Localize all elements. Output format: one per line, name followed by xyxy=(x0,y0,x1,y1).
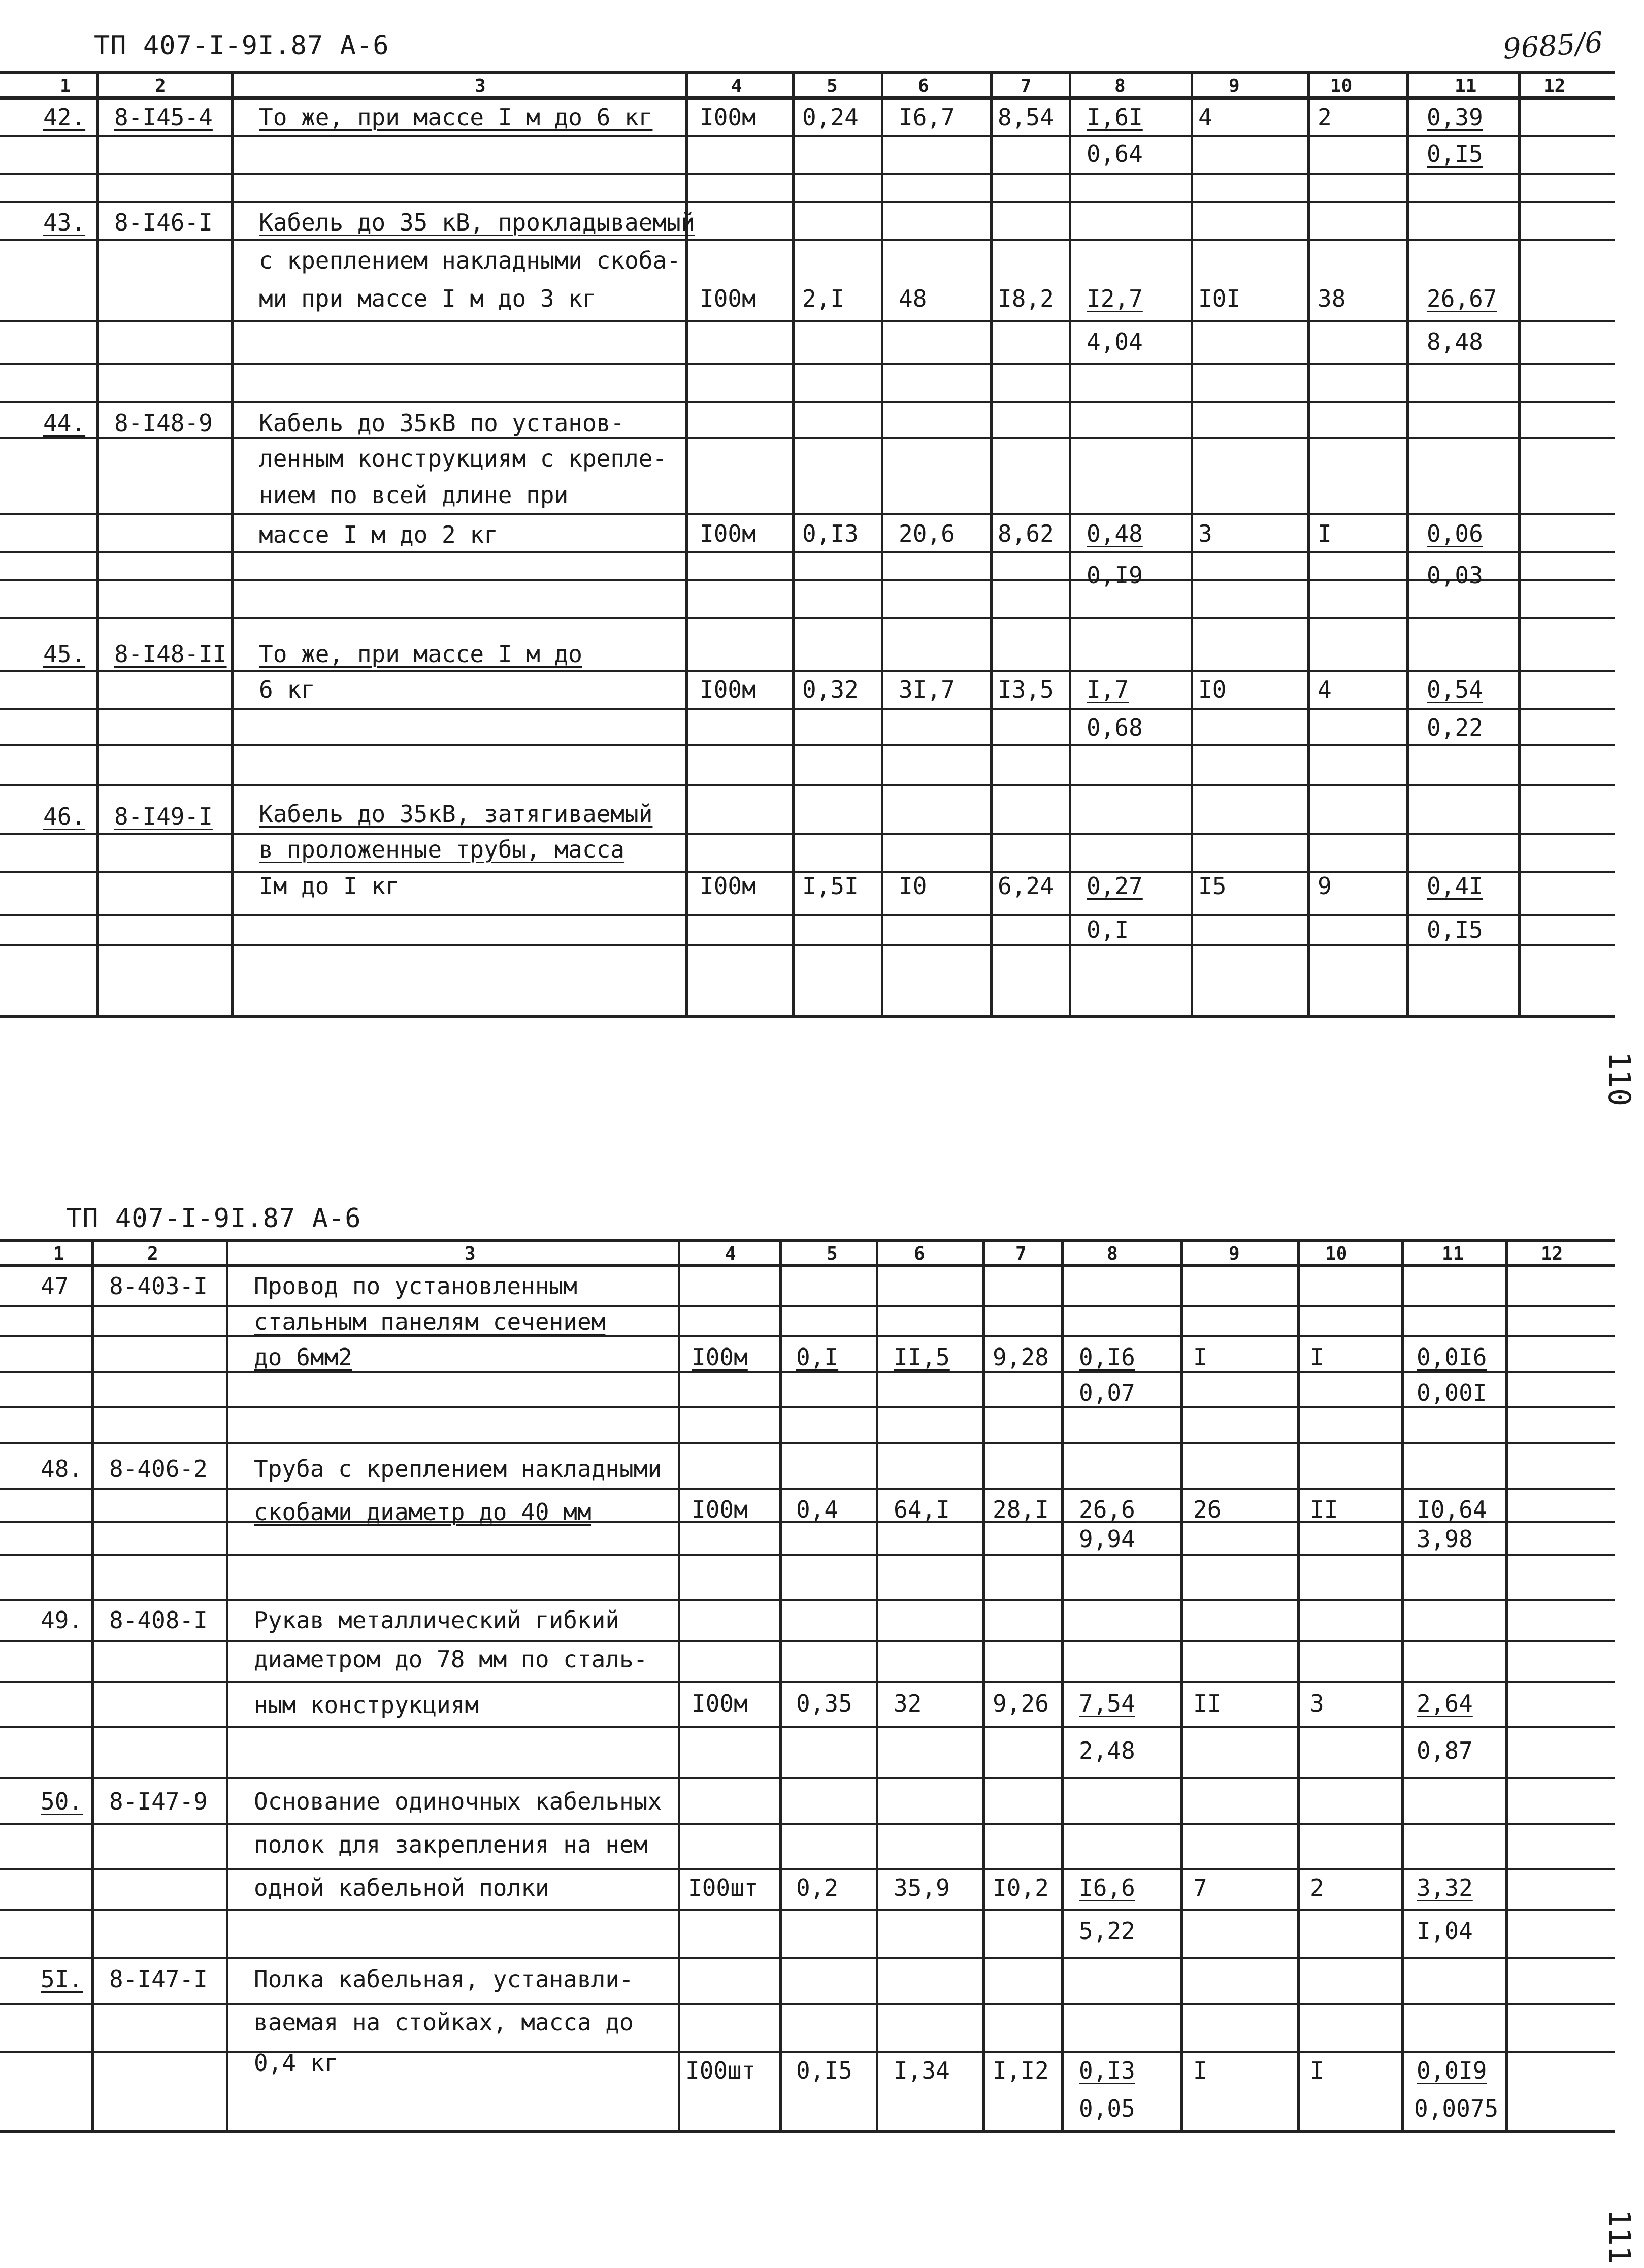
col9-value: II xyxy=(1193,1690,1222,1717)
col11-subvalue: 8,48 xyxy=(1427,328,1483,355)
column-divider xyxy=(876,1239,878,2130)
col9-value: I0 xyxy=(1198,676,1227,703)
work-description: Труба с креплением накладными xyxy=(254,1455,662,1483)
rule xyxy=(0,1335,1615,1337)
work-description: Провод по установленным xyxy=(254,1272,577,1300)
col7-value: 9,28 xyxy=(993,1343,1049,1371)
norm-code: 8-I46-I xyxy=(114,209,213,236)
col9-value: I5 xyxy=(1198,872,1227,900)
work-description: одной кабельной полки xyxy=(254,1874,549,1901)
column-divider xyxy=(1406,71,1409,1015)
col-header-12: 12 xyxy=(1541,1243,1563,1264)
rule xyxy=(0,135,1615,137)
row-number: 46. xyxy=(43,803,86,830)
col9-value: I0I xyxy=(1198,285,1241,312)
norm-code: 8-I48-9 xyxy=(114,409,213,437)
col10-value: II xyxy=(1310,1496,1338,1523)
unit: I00м xyxy=(700,104,756,131)
norm-code: 8-408-I xyxy=(109,1606,208,1634)
rule xyxy=(0,2130,1615,2133)
work-description: Рукав металлический гибкий xyxy=(254,1606,620,1634)
col8-subvalue: 0,68 xyxy=(1087,714,1143,741)
col11-value: 26,67 xyxy=(1427,285,1497,312)
rule xyxy=(0,914,1615,916)
work-description: Кабель до 35 кВ, прокладываемый xyxy=(259,209,695,236)
unit: I00шт xyxy=(688,1874,759,1901)
row-number: 44. xyxy=(43,409,86,437)
col11-value: 0,54 xyxy=(1427,676,1483,703)
unit: I00м xyxy=(692,1343,748,1371)
work-description: ваемая на стойках, масса до xyxy=(254,2009,634,2036)
col5-value: 0,32 xyxy=(802,676,859,703)
unit: I00м xyxy=(700,285,756,312)
col9-value: 4 xyxy=(1198,104,1212,131)
rule xyxy=(0,1406,1615,1408)
col6-value: 32 xyxy=(894,1690,922,1717)
work-description: стальным панелям сечением xyxy=(254,1308,606,1335)
work-description: 6 кг xyxy=(259,676,315,703)
work-description: скобами диаметр до 40 мм xyxy=(254,1498,591,1526)
col7-value: I,I2 xyxy=(993,2057,1049,2084)
col8-subvalue: 9,94 xyxy=(1079,1525,1135,1553)
column-divider xyxy=(96,71,99,1015)
rule xyxy=(0,513,1615,515)
col10-value: I xyxy=(1310,1343,1324,1371)
col8-subvalue: 0,I xyxy=(1087,916,1129,943)
unit: I00шт xyxy=(685,2057,756,2084)
unit: I00м xyxy=(692,1690,748,1717)
col5-value: 0,35 xyxy=(796,1690,852,1717)
column-divider xyxy=(1069,71,1071,1015)
rule xyxy=(0,1640,1615,1642)
col11-subvalue: 0,87 xyxy=(1417,1737,1473,1764)
work-description: нием по всей длине при xyxy=(259,481,569,509)
col8-value: 0,48 xyxy=(1087,520,1143,547)
col7-value: I8,2 xyxy=(998,285,1054,312)
col7-value: I3,5 xyxy=(998,676,1054,703)
unit: I00м xyxy=(700,676,756,703)
work-description: Кабель до 35кВ по установ- xyxy=(259,409,625,437)
col-header-5: 5 xyxy=(827,1243,838,1264)
rule xyxy=(0,1909,1615,1911)
norm-code: 8-403-I xyxy=(109,1272,208,1300)
col8-subvalue: 5,22 xyxy=(1079,1917,1135,1945)
col11-value: 3,32 xyxy=(1417,1874,1473,1901)
column-divider xyxy=(1297,1239,1300,2130)
handwritten-note: 9685/6 xyxy=(1501,26,1604,66)
norm-code: 8-I47-9 xyxy=(109,1788,208,1815)
col8-subvalue: 0,64 xyxy=(1087,140,1143,168)
col11-value: I0,64 xyxy=(1417,1496,1487,1523)
col-header-12: 12 xyxy=(1543,76,1566,96)
column-divider xyxy=(779,1239,782,2130)
col6-value: I,34 xyxy=(894,2057,950,2084)
col8-subvalue: 4,04 xyxy=(1087,328,1143,355)
col8-value: 26,6 xyxy=(1079,1496,1135,1523)
col5-value: 0,I3 xyxy=(802,520,859,547)
column-divider xyxy=(990,71,993,1015)
rule xyxy=(0,1554,1615,1556)
col6-value: 20,6 xyxy=(899,520,955,547)
col-header-1: 1 xyxy=(53,1243,64,1264)
rule xyxy=(0,239,1615,241)
row-number: 5I. xyxy=(41,1965,83,1993)
row-number: 49. xyxy=(41,1606,83,1634)
col8-value: I2,7 xyxy=(1087,285,1143,312)
col11-subvalue: 0,I5 xyxy=(1427,140,1483,168)
col10-value: I xyxy=(1310,2057,1324,2084)
rule xyxy=(0,71,1615,74)
rule xyxy=(0,2051,1615,2053)
rule xyxy=(0,320,1615,322)
rule xyxy=(0,2003,1615,2005)
column-divider xyxy=(91,1239,94,2130)
col7-value: 28,I xyxy=(993,1496,1049,1523)
rule xyxy=(0,201,1615,203)
column-divider xyxy=(792,71,795,1015)
col-header-11: 11 xyxy=(1455,76,1477,96)
col8-value: I6,6 xyxy=(1079,1874,1135,1901)
col-header-3: 3 xyxy=(475,76,486,96)
col11-subvalue: 0,I5 xyxy=(1427,916,1483,943)
col11-subvalue: 0,00I xyxy=(1417,1379,1487,1406)
col11-value: 0,4I xyxy=(1427,872,1483,900)
work-description: диаметром до 78 мм по сталь- xyxy=(254,1646,648,1673)
column-divider xyxy=(1505,1239,1508,2130)
column-divider xyxy=(226,1239,228,2130)
col6-value: 35,9 xyxy=(894,1874,950,1901)
col10-value: 38 xyxy=(1318,285,1346,312)
col-header-7: 7 xyxy=(1021,76,1032,96)
col-header-5: 5 xyxy=(827,76,838,96)
col7-value: I0,2 xyxy=(993,1874,1049,1901)
unit: I00м xyxy=(700,520,756,547)
col5-value: 0,2 xyxy=(796,1874,839,1901)
column-divider xyxy=(1180,1239,1183,2130)
col10-value: 2 xyxy=(1310,1874,1324,1901)
page-number-bottom: 111 xyxy=(1601,2209,1637,2264)
work-description: ным конструкциям xyxy=(254,1691,479,1719)
work-description: Кабель до 35кВ, затягиваемый xyxy=(259,800,653,828)
work-description: Основание одиночных кабельных xyxy=(254,1788,662,1815)
unit: I00м xyxy=(692,1496,748,1523)
doc-code-bottom: ТП 407-I-9I.87 А-6 xyxy=(66,1203,361,1234)
rule xyxy=(0,617,1615,619)
col8-value: 0,I3 xyxy=(1079,2057,1135,2084)
col11-subvalue: 0,03 xyxy=(1427,562,1483,589)
col8-subvalue: 0,05 xyxy=(1079,2095,1135,2122)
column-divider xyxy=(881,71,883,1015)
col10-value: I xyxy=(1318,520,1332,547)
rule xyxy=(0,1726,1615,1728)
column-divider xyxy=(1191,71,1193,1015)
rule xyxy=(0,401,1615,403)
rule xyxy=(0,1371,1615,1373)
row-number: 50. xyxy=(41,1788,83,1815)
col11-value: 0,39 xyxy=(1427,104,1483,131)
col9-value: I xyxy=(1193,1343,1207,1371)
col10-value: 3 xyxy=(1310,1690,1324,1717)
rule xyxy=(0,944,1615,946)
rule xyxy=(0,363,1615,365)
col9-value: 26 xyxy=(1193,1496,1222,1523)
col9-value: 7 xyxy=(1193,1874,1207,1901)
rule xyxy=(0,833,1615,835)
work-description: Iм до I кг xyxy=(259,872,400,900)
col-header-1: 1 xyxy=(60,76,71,96)
rule xyxy=(0,1015,1615,1018)
rule xyxy=(0,1264,1615,1267)
work-description: То же, при массе I м до xyxy=(259,640,582,668)
rule xyxy=(0,437,1615,439)
col6-value: II,5 xyxy=(894,1343,950,1371)
col11-subvalue: 0,22 xyxy=(1427,714,1483,741)
table-top xyxy=(0,71,1644,1026)
col11-value: 0,0I6 xyxy=(1417,1343,1487,1371)
col-header-3: 3 xyxy=(465,1243,476,1264)
col5-value: 0,4 xyxy=(796,1496,839,1523)
norm-code: 8-I45-4 xyxy=(114,104,213,131)
col-header-4: 4 xyxy=(725,1243,736,1264)
column-divider xyxy=(1061,1239,1064,2130)
rule xyxy=(0,744,1615,746)
col-header-4: 4 xyxy=(731,76,742,96)
rule xyxy=(0,579,1615,581)
rule xyxy=(0,173,1615,175)
col6-value: I0 xyxy=(899,872,927,900)
col11-subvalue: 3,98 xyxy=(1417,1525,1473,1553)
unit: I00м xyxy=(700,872,756,900)
work-description: 0,4 кг xyxy=(254,2049,339,2077)
col-header-6: 6 xyxy=(918,76,929,96)
row-number: 47 xyxy=(41,1272,69,1300)
work-description: массе I м до 2 кг xyxy=(259,521,498,548)
col8-value: I,6I xyxy=(1087,104,1143,131)
col6-value: 64,I xyxy=(894,1496,950,1523)
col8-subvalue: 0,07 xyxy=(1079,1379,1135,1406)
col8-value: 0,I6 xyxy=(1079,1343,1135,1371)
rule xyxy=(0,784,1615,786)
col5-value: 0,I xyxy=(796,1343,839,1371)
col10-value: 2 xyxy=(1318,104,1332,131)
col7-value: 8,62 xyxy=(998,520,1054,547)
rule xyxy=(0,670,1615,672)
col-header-8: 8 xyxy=(1114,76,1126,96)
col-header-11: 11 xyxy=(1442,1243,1464,1264)
work-description: до 6мм2 xyxy=(254,1343,352,1371)
norm-code: 8-I49-I xyxy=(114,803,213,830)
rule xyxy=(0,1488,1615,1490)
work-description: в проложенные трубы, масса xyxy=(259,836,625,863)
work-description: То же, при массе I м до 6 кг xyxy=(259,104,653,131)
work-description: ми при массе I м до 3 кг xyxy=(259,285,597,312)
work-description: полок для закрепления на нем xyxy=(254,1831,648,1858)
page-number-top: 110 xyxy=(1601,1051,1637,1107)
column-divider xyxy=(1401,1239,1404,2130)
work-description: Полка кабельная, устанавли- xyxy=(254,1965,634,1993)
rule xyxy=(0,96,1615,100)
norm-code: 8-I48-II xyxy=(114,640,227,668)
rule xyxy=(0,708,1615,710)
col7-value: 8,54 xyxy=(998,104,1054,131)
work-description: ленным конструкциям с крепле- xyxy=(259,445,667,472)
rule xyxy=(0,1239,1615,1242)
col11-value: 0,06 xyxy=(1427,520,1483,547)
norm-code: 8-I47-I xyxy=(109,1965,208,1993)
col11-subvalue: 0,0075 xyxy=(1414,2095,1499,2122)
col7-value: 6,24 xyxy=(998,872,1054,900)
doc-code-top: ТП 407-I-9I.87 А-6 xyxy=(94,30,389,61)
col9-value: I xyxy=(1193,2057,1207,2084)
col5-value: I,5I xyxy=(802,872,859,900)
col8-value: 7,54 xyxy=(1079,1690,1135,1717)
col7-value: 9,26 xyxy=(993,1690,1049,1717)
col5-value: 2,I xyxy=(802,285,845,312)
col6-value: 48 xyxy=(899,285,927,312)
col-header-2: 2 xyxy=(155,76,166,96)
row-number: 42. xyxy=(43,104,86,131)
rule xyxy=(0,1599,1615,1601)
col10-value: 9 xyxy=(1318,872,1332,900)
col-header-7: 7 xyxy=(1015,1243,1027,1264)
rule xyxy=(0,1957,1615,1959)
work-description: с креплением накладными скоба- xyxy=(259,247,681,274)
row-number: 45. xyxy=(43,640,86,668)
table-bottom xyxy=(0,1239,1644,2143)
col8-value: I,7 xyxy=(1087,676,1129,703)
rule xyxy=(0,1305,1615,1307)
row-number: 48. xyxy=(41,1455,83,1483)
col5-value: 0,24 xyxy=(802,104,859,131)
col11-value: 2,64 xyxy=(1417,1690,1473,1717)
col6-value: I6,7 xyxy=(899,104,955,131)
col8-subvalue: 0,I9 xyxy=(1087,562,1143,589)
column-divider xyxy=(1518,71,1521,1015)
col-header-6: 6 xyxy=(914,1243,925,1264)
col8-subvalue: 2,48 xyxy=(1079,1737,1135,1764)
col-header-9: 9 xyxy=(1229,76,1240,96)
col-header-9: 9 xyxy=(1229,1243,1240,1264)
col5-value: 0,I5 xyxy=(796,2057,852,2084)
col-header-8: 8 xyxy=(1107,1243,1118,1264)
col6-value: 3I,7 xyxy=(899,676,955,703)
col-header-2: 2 xyxy=(147,1243,158,1264)
col-header-10: 10 xyxy=(1330,76,1353,96)
column-divider xyxy=(982,1239,985,2130)
column-divider xyxy=(678,1239,680,2130)
rule xyxy=(0,1442,1615,1444)
col9-value: 3 xyxy=(1198,520,1212,547)
rule xyxy=(0,1868,1615,1870)
col-header-10: 10 xyxy=(1325,1243,1347,1264)
col11-subvalue: I,04 xyxy=(1417,1917,1473,1945)
rule xyxy=(0,1823,1615,1825)
column-divider xyxy=(231,71,234,1015)
row-number: 43. xyxy=(43,209,86,236)
rule xyxy=(0,551,1615,553)
norm-code: 8-406-2 xyxy=(109,1455,208,1483)
rule xyxy=(0,1681,1615,1683)
col11-value: 0,0I9 xyxy=(1417,2057,1487,2084)
rule xyxy=(0,1777,1615,1779)
column-divider xyxy=(1307,71,1310,1015)
col10-value: 4 xyxy=(1318,676,1332,703)
col8-value: 0,27 xyxy=(1087,872,1143,900)
